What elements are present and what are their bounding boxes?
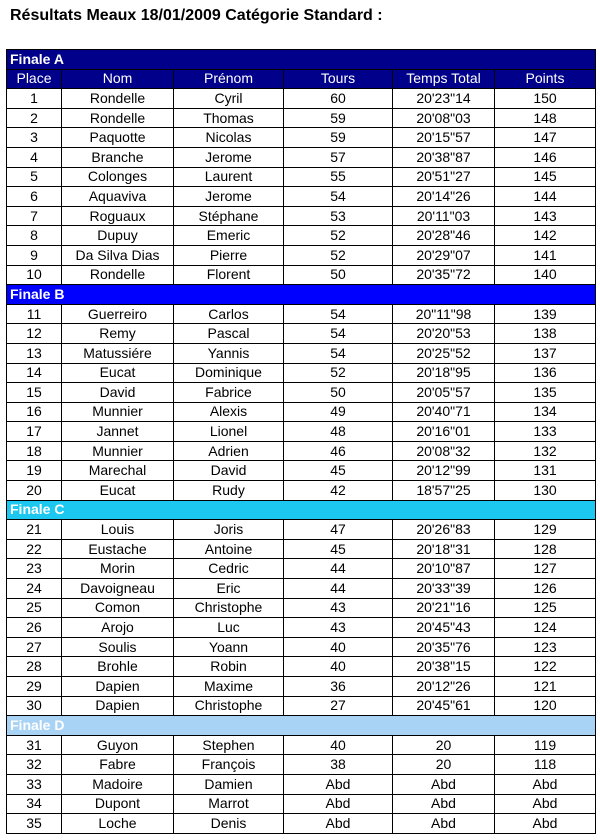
cell-temps-total: 20'40"71 bbox=[393, 402, 495, 422]
table-row bbox=[7, 422, 596, 442]
finale-label: Finale B bbox=[7, 285, 596, 305]
cell-points: 125 bbox=[495, 598, 596, 618]
cell-place: 23 bbox=[7, 559, 62, 579]
cell-points: 128 bbox=[495, 539, 596, 559]
cell-points: Abd bbox=[495, 794, 596, 814]
cell-place: 30 bbox=[7, 696, 62, 716]
finale-section-header bbox=[7, 716, 596, 736]
table-row bbox=[7, 657, 596, 677]
cell-nom: Jannet bbox=[62, 422, 174, 442]
cell-nom: Dapien bbox=[62, 677, 174, 697]
table-row bbox=[7, 167, 596, 187]
cell-tours: 44 bbox=[284, 579, 393, 599]
cell-temps-total: 20'08"32 bbox=[393, 441, 495, 461]
table-row bbox=[7, 814, 596, 834]
cell-place: 3 bbox=[7, 128, 62, 148]
cell-nom: Louis bbox=[62, 520, 174, 540]
cell-points: 127 bbox=[495, 559, 596, 579]
cell-prenom: Cyril bbox=[174, 89, 284, 109]
table-row bbox=[7, 441, 596, 461]
cell-tours: 54 bbox=[284, 187, 393, 207]
cell-tours: Abd bbox=[284, 814, 393, 834]
cell-points: 132 bbox=[495, 441, 596, 461]
cell-tours: 60 bbox=[284, 89, 393, 109]
cell-tours: 52 bbox=[284, 245, 393, 265]
cell-prenom: Cedric bbox=[174, 559, 284, 579]
table-row bbox=[7, 677, 596, 697]
cell-tours: 45 bbox=[284, 461, 393, 481]
finale-label: Finale C bbox=[7, 500, 596, 520]
cell-temps-total: 20'38"15 bbox=[393, 657, 495, 677]
table-row bbox=[7, 539, 596, 559]
cell-points: 137 bbox=[495, 343, 596, 363]
cell-points: 142 bbox=[495, 226, 596, 246]
cell-place: 19 bbox=[7, 461, 62, 481]
cell-nom: Dupuy bbox=[62, 226, 174, 246]
cell-tours: 59 bbox=[284, 108, 393, 128]
cell-points: 129 bbox=[495, 520, 596, 540]
cell-prenom: Adrien bbox=[174, 441, 284, 461]
cell-prenom: Fabrice bbox=[174, 383, 284, 403]
finale-section-header bbox=[7, 50, 596, 70]
cell-tours: 48 bbox=[284, 422, 393, 442]
cell-prenom: Jerome bbox=[174, 187, 284, 207]
cell-temps-total: 20'15"57 bbox=[393, 128, 495, 148]
cell-points: 140 bbox=[495, 265, 596, 285]
cell-nom: Rondelle bbox=[62, 89, 174, 109]
table-row bbox=[7, 187, 596, 207]
cell-place: 35 bbox=[7, 814, 62, 834]
finale-section-header bbox=[7, 500, 596, 520]
cell-place: 34 bbox=[7, 794, 62, 814]
cell-place: 16 bbox=[7, 402, 62, 422]
cell-points: 134 bbox=[495, 402, 596, 422]
results-table bbox=[6, 49, 596, 834]
cell-prenom: Christophe bbox=[174, 598, 284, 618]
cell-tours: 57 bbox=[284, 147, 393, 167]
cell-place: 2 bbox=[7, 108, 62, 128]
cell-nom: Madoire bbox=[62, 774, 174, 794]
cell-prenom: Robin bbox=[174, 657, 284, 677]
cell-temps-total: Abd bbox=[393, 814, 495, 834]
cell-prenom: Luc bbox=[174, 618, 284, 638]
cell-temps-total: Abd bbox=[393, 774, 495, 794]
cell-tours: 54 bbox=[284, 324, 393, 344]
cell-temps-total: 20 bbox=[393, 755, 495, 775]
cell-tours: 52 bbox=[284, 226, 393, 246]
cell-place: 27 bbox=[7, 637, 62, 657]
cell-temps-total: 20'26"83 bbox=[393, 520, 495, 540]
cell-points: 133 bbox=[495, 422, 596, 442]
cell-prenom: Pascal bbox=[174, 324, 284, 344]
cell-nom: Eucat bbox=[62, 481, 174, 501]
cell-temps-total: 20'29"07 bbox=[393, 245, 495, 265]
cell-points: 123 bbox=[495, 637, 596, 657]
column-header-row bbox=[7, 69, 596, 89]
cell-points: 121 bbox=[495, 677, 596, 697]
cell-prenom: Stéphane bbox=[174, 206, 284, 226]
cell-nom: David bbox=[62, 383, 174, 403]
cell-points: 145 bbox=[495, 167, 596, 187]
table-row bbox=[7, 402, 596, 422]
cell-temps-total: 18'57"25 bbox=[393, 481, 495, 501]
cell-nom: Comon bbox=[62, 598, 174, 618]
cell-points: 130 bbox=[495, 481, 596, 501]
cell-prenom: Rudy bbox=[174, 481, 284, 501]
cell-temps-total: 20"11"98 bbox=[393, 304, 495, 324]
cell-prenom: Alexis bbox=[174, 402, 284, 422]
table-row bbox=[7, 598, 596, 618]
cell-temps-total: 20'08"03 bbox=[393, 108, 495, 128]
cell-place: 28 bbox=[7, 657, 62, 677]
cell-tours: 27 bbox=[284, 696, 393, 716]
cell-prenom: Eric bbox=[174, 579, 284, 599]
cell-tours: 38 bbox=[284, 755, 393, 775]
table-row bbox=[7, 696, 596, 716]
cell-prenom: Stephen bbox=[174, 735, 284, 755]
cell-temps-total: 20'20"53 bbox=[393, 324, 495, 344]
cell-nom: Branche bbox=[62, 147, 174, 167]
cell-points: 119 bbox=[495, 735, 596, 755]
cell-place: 12 bbox=[7, 324, 62, 344]
cell-nom: Dupont bbox=[62, 794, 174, 814]
cell-nom: Marechal bbox=[62, 461, 174, 481]
cell-temps-total: 20'16"01 bbox=[393, 422, 495, 442]
cell-tours: 45 bbox=[284, 539, 393, 559]
table-row bbox=[7, 794, 596, 814]
cell-prenom: Thomas bbox=[174, 108, 284, 128]
cell-prenom: Yoann bbox=[174, 637, 284, 657]
cell-tours: Abd bbox=[284, 794, 393, 814]
cell-prenom: Laurent bbox=[174, 167, 284, 187]
cell-points: 141 bbox=[495, 245, 596, 265]
cell-place: 14 bbox=[7, 363, 62, 383]
cell-tours: 40 bbox=[284, 657, 393, 677]
table-row bbox=[7, 226, 596, 246]
cell-tours: 43 bbox=[284, 618, 393, 638]
cell-nom: Dapien bbox=[62, 696, 174, 716]
page-title: Résultats Meaux 18/01/2009 Catégorie Standard : bbox=[10, 7, 383, 24]
cell-place: 7 bbox=[7, 206, 62, 226]
finale-label: Finale A bbox=[7, 50, 596, 70]
cell-nom: Rondelle bbox=[62, 108, 174, 128]
cell-prenom: Florent bbox=[174, 265, 284, 285]
cell-tours: 43 bbox=[284, 598, 393, 618]
cell-temps-total: 20'12"99 bbox=[393, 461, 495, 481]
cell-prenom: Marrot bbox=[174, 794, 284, 814]
cell-points: 124 bbox=[495, 618, 596, 638]
cell-temps-total: 20'28"46 bbox=[393, 226, 495, 246]
cell-points: 135 bbox=[495, 383, 596, 403]
cell-points: 120 bbox=[495, 696, 596, 716]
cell-temps-total: 20'25"52 bbox=[393, 343, 495, 363]
cell-nom: Guyon bbox=[62, 735, 174, 755]
cell-nom: Munnier bbox=[62, 441, 174, 461]
cell-place: 24 bbox=[7, 579, 62, 599]
cell-temps-total: 20'51"27 bbox=[393, 167, 495, 187]
cell-nom: Aquaviva bbox=[62, 187, 174, 207]
table-row bbox=[7, 559, 596, 579]
cell-prenom: Carlos bbox=[174, 304, 284, 324]
cell-nom: Morin bbox=[62, 559, 174, 579]
cell-points: 131 bbox=[495, 461, 596, 481]
cell-place: 17 bbox=[7, 422, 62, 442]
cell-place: 13 bbox=[7, 343, 62, 363]
table-row bbox=[7, 89, 596, 109]
cell-tours: 44 bbox=[284, 559, 393, 579]
table-row bbox=[7, 147, 596, 167]
cell-place: 1 bbox=[7, 89, 62, 109]
table-row bbox=[7, 324, 596, 344]
cell-place: 15 bbox=[7, 383, 62, 403]
cell-tours: Abd bbox=[284, 774, 393, 794]
table-row bbox=[7, 343, 596, 363]
column-header-nom: Nom bbox=[62, 69, 174, 89]
cell-prenom: Pierre bbox=[174, 245, 284, 265]
cell-nom: Da Silva Dias bbox=[62, 245, 174, 265]
cell-place: 26 bbox=[7, 618, 62, 638]
cell-points: 122 bbox=[495, 657, 596, 677]
cell-nom: Arojo bbox=[62, 618, 174, 638]
cell-prenom: Denis bbox=[174, 814, 284, 834]
cell-temps-total: 20'38"87 bbox=[393, 147, 495, 167]
cell-nom: Fabre bbox=[62, 755, 174, 775]
cell-prenom: François bbox=[174, 755, 284, 775]
cell-points: 146 bbox=[495, 147, 596, 167]
cell-temps-total: 20'45"61 bbox=[393, 696, 495, 716]
cell-points: Abd bbox=[495, 774, 596, 794]
cell-place: 22 bbox=[7, 539, 62, 559]
cell-prenom: Christophe bbox=[174, 696, 284, 716]
cell-tours: 46 bbox=[284, 441, 393, 461]
cell-temps-total: 20'18"95 bbox=[393, 363, 495, 383]
cell-nom: Brohle bbox=[62, 657, 174, 677]
cell-tours: 55 bbox=[284, 167, 393, 187]
column-header-points: Points bbox=[495, 69, 596, 89]
cell-prenom: Emeric bbox=[174, 226, 284, 246]
cell-nom: Matussiére bbox=[62, 343, 174, 363]
cell-temps-total: 20'12"26 bbox=[393, 677, 495, 697]
cell-nom: Soulis bbox=[62, 637, 174, 657]
table-row bbox=[7, 461, 596, 481]
cell-place: 21 bbox=[7, 520, 62, 540]
cell-tours: 50 bbox=[284, 383, 393, 403]
cell-place: 20 bbox=[7, 481, 62, 501]
column-header-tours: Tours bbox=[284, 69, 393, 89]
cell-prenom: Jerome bbox=[174, 147, 284, 167]
cell-nom: Guerreiro bbox=[62, 304, 174, 324]
cell-temps-total: 20'10"87 bbox=[393, 559, 495, 579]
cell-points: 126 bbox=[495, 579, 596, 599]
table-row bbox=[7, 774, 596, 794]
cell-tours: 52 bbox=[284, 363, 393, 383]
table-row bbox=[7, 108, 596, 128]
cell-points: 144 bbox=[495, 187, 596, 207]
cell-nom: Loche bbox=[62, 814, 174, 834]
cell-points: 138 bbox=[495, 324, 596, 344]
cell-points: Abd bbox=[495, 814, 596, 834]
cell-nom: Remy bbox=[62, 324, 174, 344]
cell-points: 118 bbox=[495, 755, 596, 775]
table-row bbox=[7, 637, 596, 657]
cell-prenom: Nicolas bbox=[174, 128, 284, 148]
table-row bbox=[7, 579, 596, 599]
cell-tours: 49 bbox=[284, 402, 393, 422]
cell-temps-total: 20'18"31 bbox=[393, 539, 495, 559]
cell-prenom: Yannis bbox=[174, 343, 284, 363]
table-row bbox=[7, 206, 596, 226]
cell-prenom: Joris bbox=[174, 520, 284, 540]
table-row bbox=[7, 520, 596, 540]
cell-points: 143 bbox=[495, 206, 596, 226]
table-row bbox=[7, 755, 596, 775]
cell-tours: 54 bbox=[284, 304, 393, 324]
cell-tours: 54 bbox=[284, 343, 393, 363]
cell-prenom: Antoine bbox=[174, 539, 284, 559]
table-row bbox=[7, 363, 596, 383]
cell-prenom: Damien bbox=[174, 774, 284, 794]
cell-nom: Roguaux bbox=[62, 206, 174, 226]
cell-nom: Eustache bbox=[62, 539, 174, 559]
cell-points: 136 bbox=[495, 363, 596, 383]
cell-prenom: Lionel bbox=[174, 422, 284, 442]
cell-points: 139 bbox=[495, 304, 596, 324]
cell-nom: Davoigneau bbox=[62, 579, 174, 599]
cell-place: 6 bbox=[7, 187, 62, 207]
cell-tours: 36 bbox=[284, 677, 393, 697]
cell-tours: 42 bbox=[284, 481, 393, 501]
cell-place: 18 bbox=[7, 441, 62, 461]
cell-temps-total: 20'11"03 bbox=[393, 206, 495, 226]
column-header-prenom: Prénom bbox=[174, 69, 284, 89]
cell-prenom: Maxime bbox=[174, 677, 284, 697]
column-header-place: Place bbox=[7, 69, 62, 89]
cell-temps-total: 20'14"26 bbox=[393, 187, 495, 207]
cell-prenom: Dominique bbox=[174, 363, 284, 383]
finale-section-header bbox=[7, 285, 596, 305]
cell-place: 4 bbox=[7, 147, 62, 167]
cell-temps-total: 20'35"76 bbox=[393, 637, 495, 657]
column-header-temps-total: Temps Total bbox=[393, 69, 495, 89]
cell-nom: Munnier bbox=[62, 402, 174, 422]
table-row bbox=[7, 481, 596, 501]
cell-nom: Colonges bbox=[62, 167, 174, 187]
cell-nom: Paquotte bbox=[62, 128, 174, 148]
cell-place: 10 bbox=[7, 265, 62, 285]
cell-tours: 59 bbox=[284, 128, 393, 148]
table-row bbox=[7, 383, 596, 403]
cell-temps-total: 20'23"14 bbox=[393, 89, 495, 109]
cell-temps-total: 20'35"72 bbox=[393, 265, 495, 285]
cell-place: 32 bbox=[7, 755, 62, 775]
finale-label: Finale D bbox=[7, 716, 596, 736]
cell-prenom: David bbox=[174, 461, 284, 481]
cell-temps-total: 20'33"39 bbox=[393, 579, 495, 599]
cell-points: 147 bbox=[495, 128, 596, 148]
cell-place: 5 bbox=[7, 167, 62, 187]
table-row bbox=[7, 128, 596, 148]
cell-tours: 40 bbox=[284, 735, 393, 755]
cell-place: 11 bbox=[7, 304, 62, 324]
table-row bbox=[7, 618, 596, 638]
cell-temps-total: 20'05"57 bbox=[393, 383, 495, 403]
cell-tours: 50 bbox=[284, 265, 393, 285]
table-row bbox=[7, 265, 596, 285]
cell-temps-total: 20 bbox=[393, 735, 495, 755]
cell-place: 25 bbox=[7, 598, 62, 618]
cell-temps-total: 20'21"16 bbox=[393, 598, 495, 618]
cell-points: 148 bbox=[495, 108, 596, 128]
cell-points: 150 bbox=[495, 89, 596, 109]
cell-place: 33 bbox=[7, 774, 62, 794]
cell-nom: Rondelle bbox=[62, 265, 174, 285]
cell-tours: 40 bbox=[284, 637, 393, 657]
cell-place: 9 bbox=[7, 245, 62, 265]
cell-place: 29 bbox=[7, 677, 62, 697]
cell-temps-total: Abd bbox=[393, 794, 495, 814]
table-row bbox=[7, 245, 596, 265]
cell-tours: 53 bbox=[284, 206, 393, 226]
cell-nom: Eucat bbox=[62, 363, 174, 383]
cell-tours: 47 bbox=[284, 520, 393, 540]
cell-temps-total: 20'45"43 bbox=[393, 618, 495, 638]
cell-place: 8 bbox=[7, 226, 62, 246]
table-row bbox=[7, 735, 596, 755]
cell-place: 31 bbox=[7, 735, 62, 755]
table-row bbox=[7, 304, 596, 324]
